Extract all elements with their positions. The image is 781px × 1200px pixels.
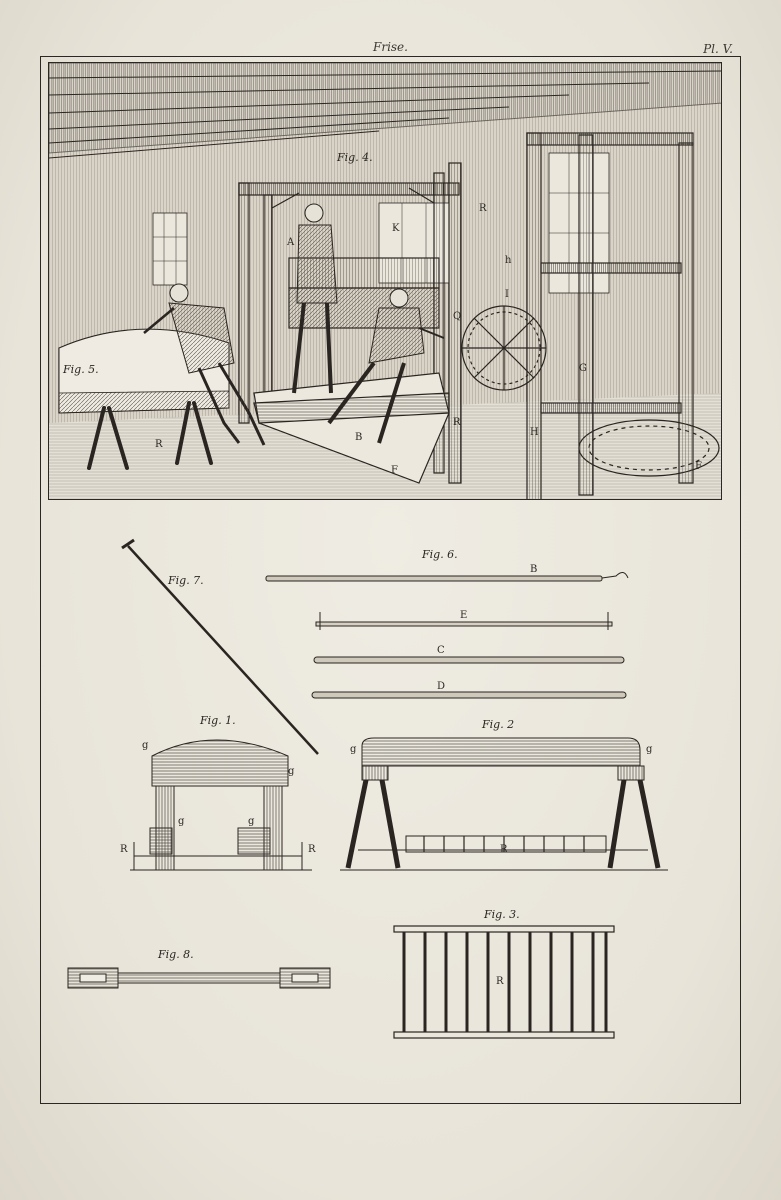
fig1-label: Fig. 1. (200, 714, 236, 727)
scene-letter-h-lower: h (505, 255, 512, 266)
scene-letter-q: Q (453, 311, 462, 322)
fig7-label: Fig. 7. (168, 574, 204, 587)
fig1-mark-g3: g (178, 816, 185, 827)
fig6-rod-b: B (530, 564, 538, 575)
scene-letter-r3: R (479, 203, 487, 214)
fig3-label: Fig. 3. (484, 908, 520, 921)
fig8-bar (68, 968, 330, 988)
fig2-mark-r: R (500, 844, 508, 855)
fig3-mark-r: R (496, 976, 504, 987)
fig6-rods (266, 572, 628, 698)
scene-letter-f2: F (695, 461, 702, 472)
workshop-scene-panel (48, 62, 722, 500)
scene-letter-b: B (355, 432, 363, 443)
scene-letter-a: A (287, 237, 295, 248)
workshop-scene-illustration (49, 63, 722, 500)
fig1-mark-g1: g (142, 740, 149, 751)
fig6-rod-d: D (437, 681, 446, 692)
fig6-rod-e: E (460, 610, 468, 621)
fig5-label: Fig. 5. (63, 363, 99, 376)
fig1-mark-r2: R (308, 844, 316, 855)
fig2-mark-g2: g (646, 744, 653, 755)
scene-letter-h: H (530, 427, 539, 438)
fig1-drawing (130, 740, 312, 870)
plate-title: Frise. (373, 40, 408, 54)
figures-panel (44, 506, 736, 1100)
plate-number: Pl. V. (703, 42, 733, 56)
fig1-mark-r1: R (120, 844, 128, 855)
scene-letter-r2: R (155, 439, 163, 450)
scene-letter-r: R (453, 417, 461, 428)
fig8-label: Fig. 8. (158, 948, 194, 961)
fig1-mark-g4: g (248, 816, 255, 827)
fig6-label: Fig. 6. (422, 548, 458, 561)
fig2-label: Fig. 2 (482, 718, 515, 731)
fig2-mark-g1: g (350, 744, 357, 755)
fig1-mark-g2: g (288, 766, 295, 777)
fig3-rack (394, 926, 614, 1038)
figures-illustration (44, 506, 736, 1100)
scene-letter-g: G (579, 363, 587, 374)
fig4-label: Fig. 4. (337, 151, 373, 164)
scene-letter-i: I (505, 289, 509, 300)
scene-letter-f: F (391, 465, 398, 476)
scene-letter-k: K (392, 223, 400, 234)
fig6-rod-c: C (437, 645, 445, 656)
